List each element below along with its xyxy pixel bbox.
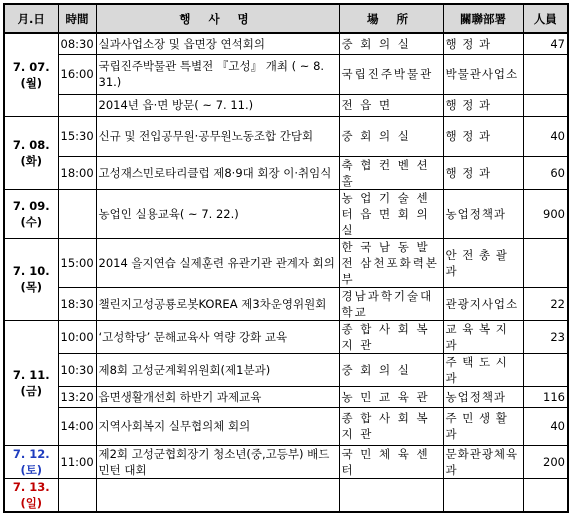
date-cell [4, 116, 58, 189]
event-cell: 지역사회복지 실무협의체 회의 [96, 407, 339, 445]
place-cell: 농 민 교 육 관 [339, 386, 443, 407]
place-cell: 중 회 의 실 [339, 353, 443, 386]
time-cell: 18:30 [58, 287, 96, 320]
time-cell: 13:20 [58, 386, 96, 407]
place-cell: 농 업 기 술 센 터 읍 면 회 의 실 [339, 189, 443, 238]
table-row [4, 287, 568, 320]
date-cell [4, 478, 58, 512]
table-row [4, 386, 568, 407]
place-cell: 축 협 컨 벤 션 홀 [339, 156, 443, 189]
header-dept: 關聯部署 [443, 4, 523, 33]
date-text: 7. 09. [12, 198, 50, 213]
dept-cell: 주 택 도 시 과 [443, 353, 523, 386]
weekday-text: (금) [20, 383, 43, 398]
time-cell: 16:00 [58, 54, 96, 94]
schedule-table [3, 3, 569, 513]
date-cell [4, 320, 58, 445]
weekday-text: (토) [20, 462, 43, 477]
people-cell: 116 [523, 386, 568, 407]
table-row [4, 353, 568, 386]
dept-cell: 박물관사업소 [443, 54, 523, 94]
time-cell: 10:30 [58, 353, 96, 386]
dept-cell: 관광지사업소 [443, 287, 523, 320]
time-cell: 15:30 [58, 116, 96, 156]
header-place: 場 所 [339, 4, 443, 33]
event-cell: 실과사업소장 및 읍면장 연석회의 [96, 33, 339, 54]
place-cell: 국 민 체 육 센 터 [339, 445, 443, 478]
header-event: 행 사 명 [96, 4, 339, 33]
table-row [4, 94, 568, 116]
dept-cell: 행 정 과 [443, 94, 523, 116]
people-cell [523, 478, 568, 512]
event-cell: 2014 을지연습 실제훈련 유관기관 관계자 회의 [96, 238, 339, 287]
people-cell [523, 353, 568, 386]
people-cell [523, 238, 568, 287]
people-cell: 200 [523, 445, 568, 478]
event-cell: 읍면생활개선회 하반기 과제교육 [96, 386, 339, 407]
time-cell [58, 189, 96, 238]
table-row [4, 478, 568, 512]
time-cell: 18:00 [58, 156, 96, 189]
table-row [4, 189, 568, 238]
time-cell: 08:30 [58, 33, 96, 54]
date-text: 7. 12. [12, 446, 50, 461]
event-cell: 2014년 읍·면 방문( ~ 7. 11.) [96, 94, 339, 116]
dept-cell: 행 정 과 [443, 33, 523, 54]
dept-cell: 안 전 총 괄 과 [443, 238, 523, 287]
event-cell: 고성재스민로타리클럽 제8·9대 회장 이·취임식 [96, 156, 339, 189]
date-cell [4, 189, 58, 238]
event-cell: 제8회 고성군계획위원회(제1분과) [96, 353, 339, 386]
event-cell: ‘고성학당’ 문해교육사 역량 강화 교육 [96, 320, 339, 353]
place-cell: 종 합 사 회 복 지 관 [339, 407, 443, 445]
time-cell: 15:00 [58, 238, 96, 287]
header-row [4, 4, 568, 33]
dept-cell [443, 478, 523, 512]
table-row [4, 33, 568, 54]
weekday-text: (목) [20, 280, 43, 294]
header-people: 人員 [523, 4, 568, 33]
dept-cell: 행 정 과 [443, 156, 523, 189]
people-cell: 23 [523, 320, 568, 353]
date-text: 7. 07. [12, 59, 50, 74]
date-cell [4, 445, 58, 478]
header-date: 月.日 [4, 4, 58, 33]
place-cell: 종 합 사 회 복 지 관 [339, 320, 443, 353]
schedule-body [4, 33, 568, 512]
time-cell: 14:00 [58, 407, 96, 445]
people-cell: 40 [523, 116, 568, 156]
people-cell: 40 [523, 407, 568, 445]
weekday-text: (화) [20, 153, 43, 168]
date-text: 7. 11. [12, 367, 50, 382]
table-row [4, 407, 568, 445]
table-row [4, 320, 568, 353]
date-text: 7. 10. [12, 264, 50, 278]
date-text: 7. 13. [12, 479, 50, 494]
place-cell [339, 478, 443, 512]
place-cell: 중 회 의 실 [339, 33, 443, 54]
dept-cell: 문화관광체육과 [443, 445, 523, 478]
people-cell: 900 [523, 189, 568, 238]
people-cell: 22 [523, 287, 568, 320]
event-cell: 제2회 고성군협회장기 청소년(중,고등부) 배드민턴 대회 [96, 445, 339, 478]
people-cell: 60 [523, 156, 568, 189]
table-row [4, 238, 568, 287]
people-cell [523, 54, 568, 94]
dept-cell: 교 육 복 지 과 [443, 320, 523, 353]
people-cell: 47 [523, 33, 568, 54]
dept-cell: 행 정 과 [443, 116, 523, 156]
dept-cell: 농업정책과 [443, 189, 523, 238]
time-cell: 11:00 [58, 445, 96, 478]
table-row [4, 116, 568, 156]
time-cell: 10:00 [58, 320, 96, 353]
place-cell: 한 국 남 동 발 전 삼천포화력본부 [339, 238, 443, 287]
weekday-text: (일) [20, 495, 43, 510]
time-cell [58, 478, 96, 512]
date-cell [4, 238, 58, 320]
event-cell: 농업인 실용교육( ~ 7. 22.) [96, 189, 339, 238]
date-text: 7. 08. [12, 137, 50, 152]
people-cell [523, 94, 568, 116]
dept-cell: 농업정책과 [443, 386, 523, 407]
table-row [4, 156, 568, 189]
table-row [4, 54, 568, 94]
table-row [4, 445, 568, 478]
event-cell: 국립진주박물관 특별전 『고성』 개최 ( ~ 8. 31.) [96, 54, 339, 94]
weekday-text: (수) [20, 214, 43, 229]
header-time: 時間 [58, 4, 96, 33]
place-cell: 국립진주박물관 [339, 54, 443, 94]
dept-cell: 주 민 생 활 과 [443, 407, 523, 445]
place-cell: 중 회 의 실 [339, 116, 443, 156]
date-cell [4, 33, 58, 116]
weekday-text: (월) [20, 75, 43, 90]
time-cell [58, 94, 96, 116]
event-cell: 신규 및 전입공무원·공무원노동조합 간담회 [96, 116, 339, 156]
event-cell [96, 478, 339, 512]
place-cell: 전 읍 면 [339, 94, 443, 116]
place-cell: 경남과학기술대학교 [339, 287, 443, 320]
event-cell: 챌린지고성공룡로봇KOREA 제3차운영위원회 [96, 287, 339, 320]
